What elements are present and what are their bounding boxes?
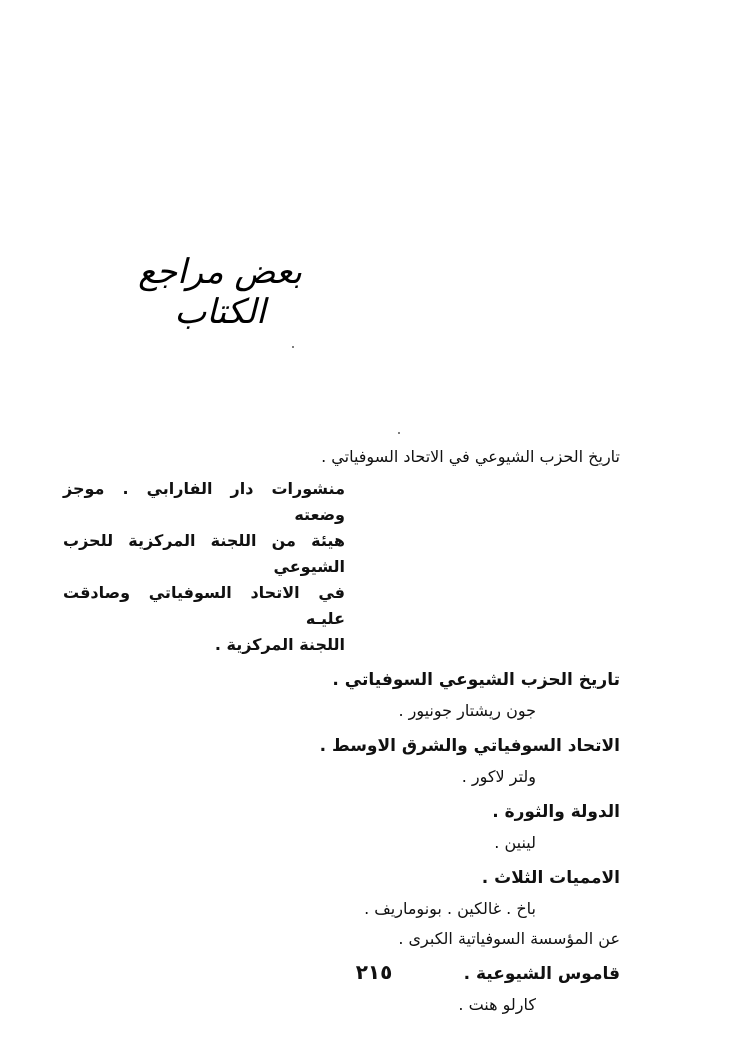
description-line: منشورات دار الفارابي . موجز وضعته (63, 479, 345, 524)
print-speck (398, 432, 400, 434)
reference-description (63, 476, 345, 658)
description-line: في الاتحاد السوفياتي وصادقت عليـه (63, 583, 345, 628)
reference-author: كارلو هنت . (458, 995, 536, 1014)
reference-author: لينين . (494, 833, 536, 852)
reference-title: قاموس الشيوعية . (463, 964, 620, 984)
reference-title: الاتحاد السوفياتي والشرق الاوسط . (319, 736, 620, 756)
section-heading: بعض مراجع الكتاب (138, 252, 302, 332)
page-number: ٢١٥ (355, 960, 393, 984)
reference-title: الدولة والثورة . (492, 802, 620, 822)
reference-author: باخ . غالكين . بونوماريف . (364, 899, 536, 918)
reference-title: الاممیات الثلاث . (481, 868, 620, 888)
reference-author: جون ريشتار جونيور . (398, 701, 536, 720)
reference-title: تاريخ الحزب الشيوعي في الاتحاد السوفياتي . (321, 447, 620, 466)
print-speck (292, 346, 294, 348)
reference-title: تاريخ الحزب الشيوعي السوفياتي . (332, 670, 620, 690)
description-line: هيئة من اللجنة المركزية للحزب الشيوعي (63, 531, 345, 576)
reference-author: ولتر لاكور . (461, 767, 536, 786)
description-line: اللجنة المركزية . (214, 635, 345, 654)
reference-publisher: عن المؤسسة السوفياتية الكبرى . (398, 929, 620, 948)
references-list (63, 442, 620, 1020)
